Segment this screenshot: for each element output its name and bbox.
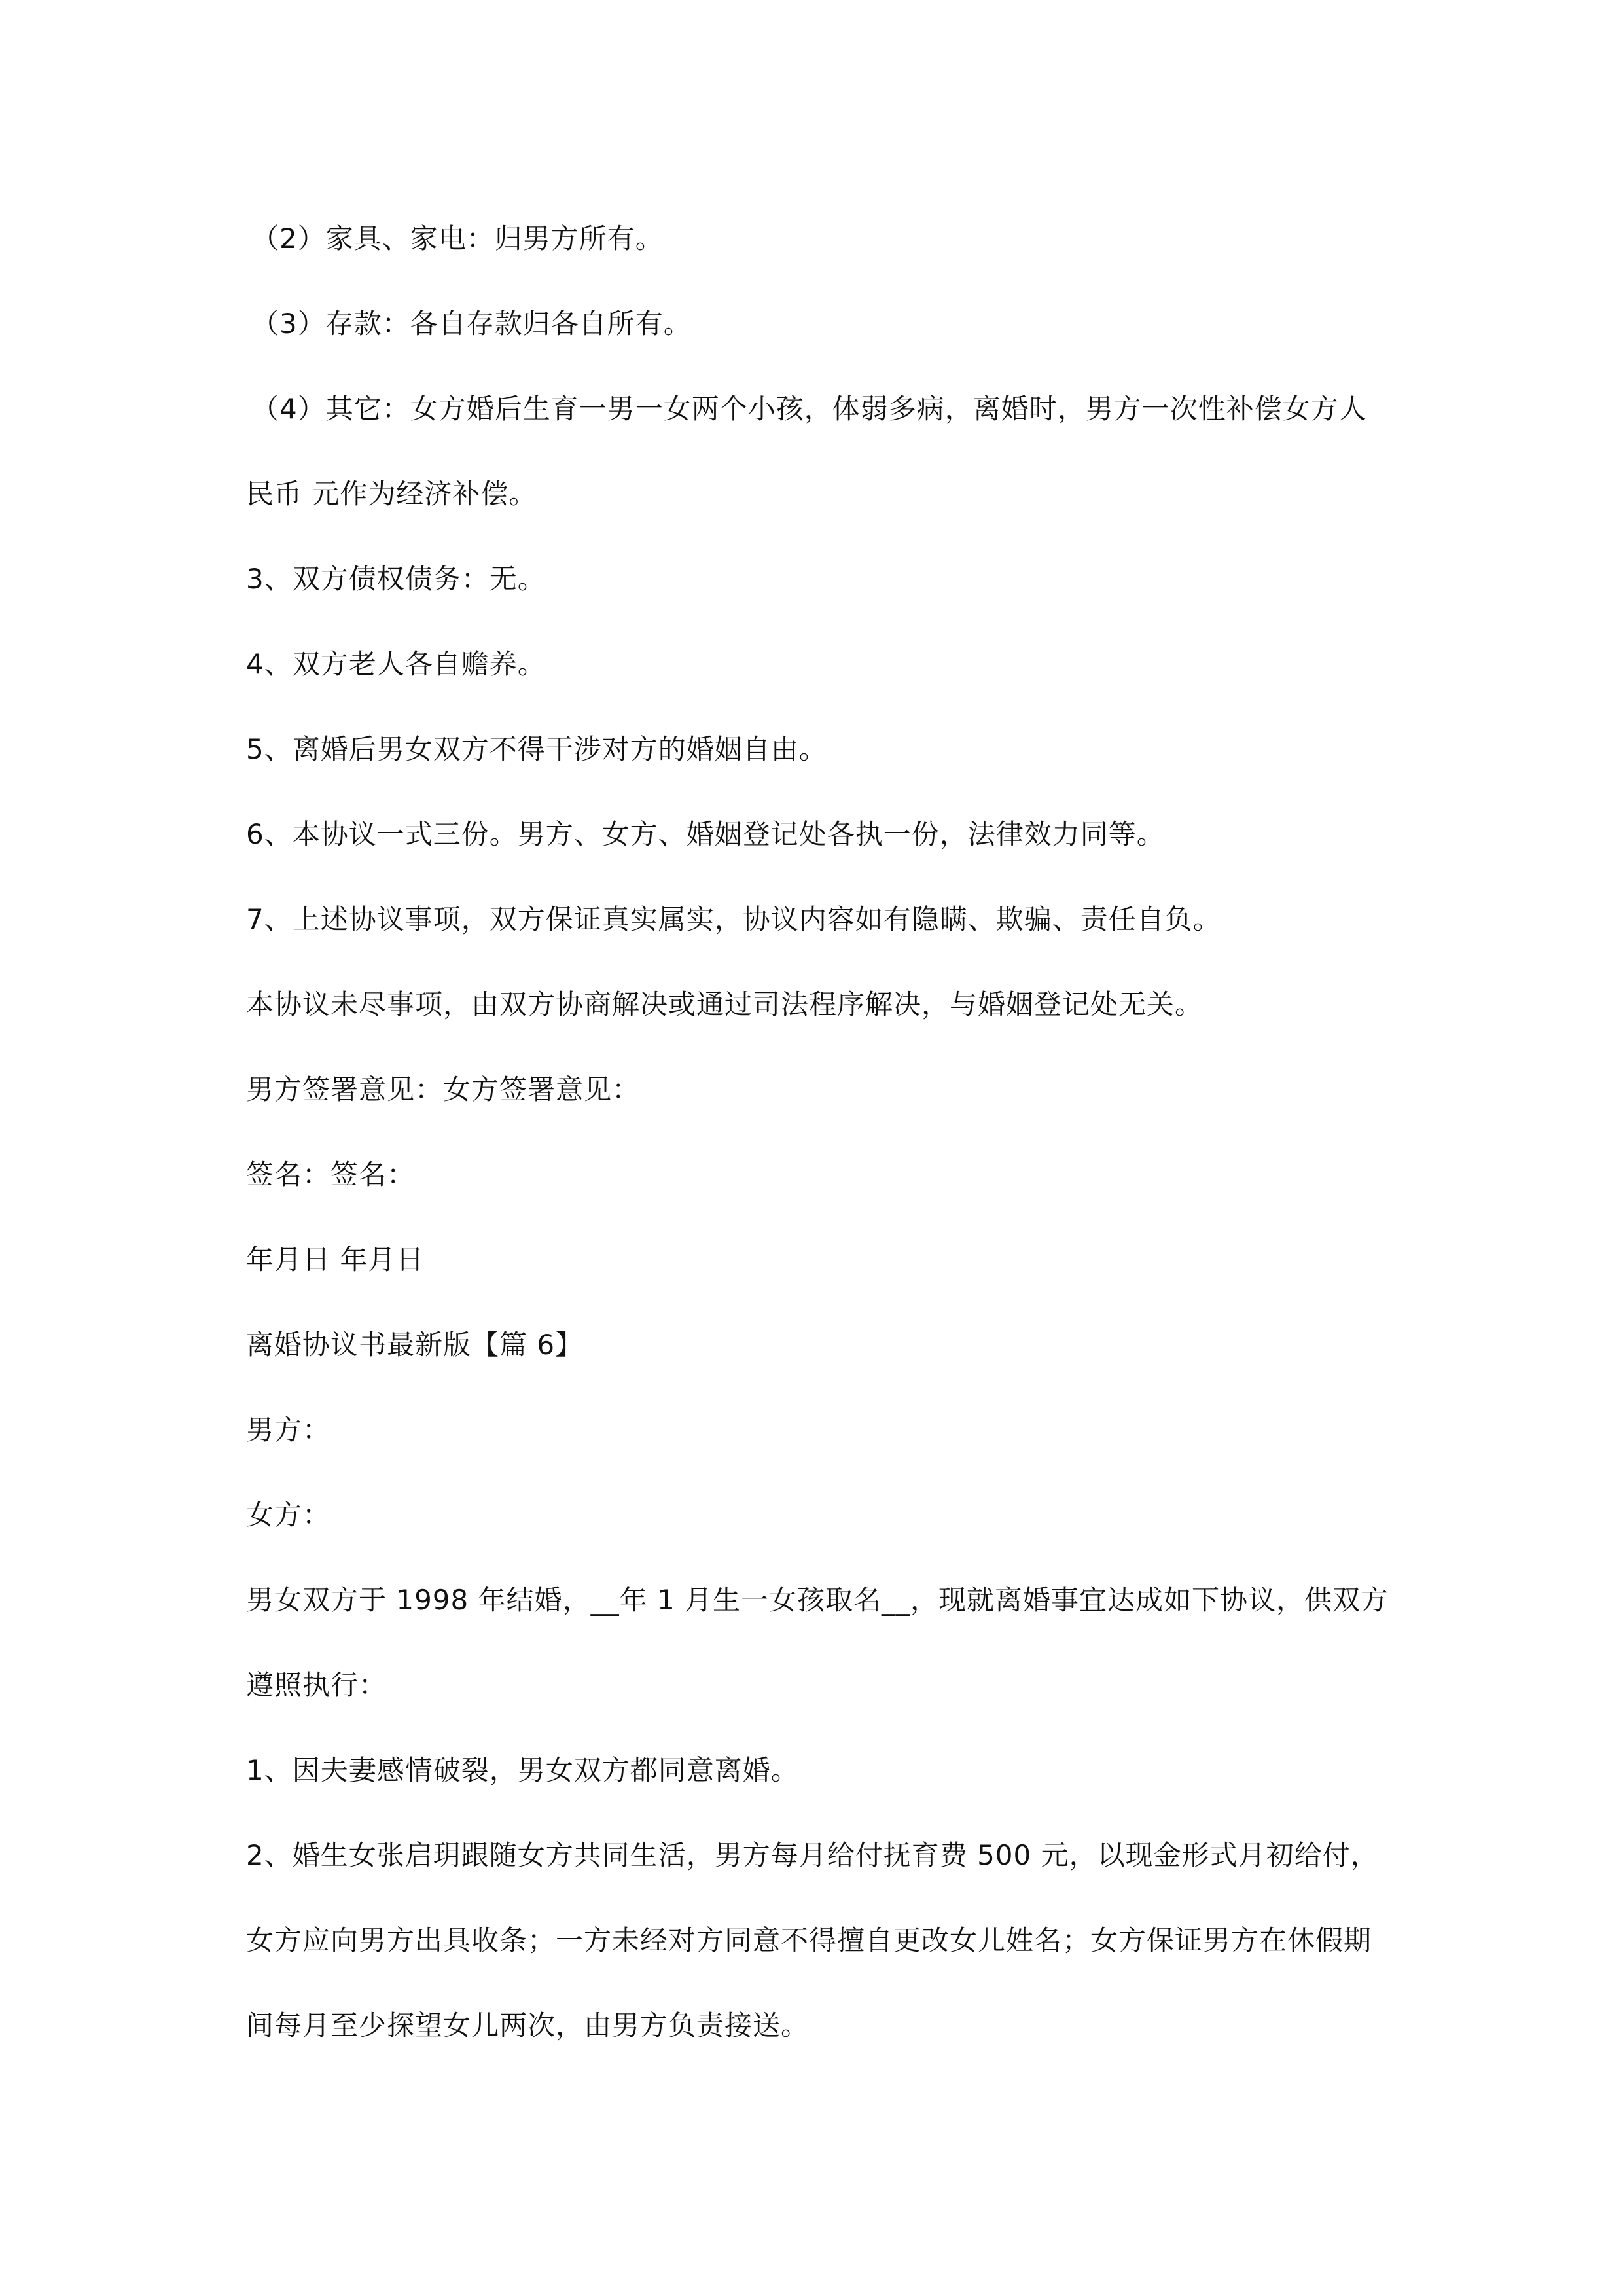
signature-dates: 年月日 年月日 — [246, 1244, 425, 1276]
clause-3-debts: 3、双方债权债务：无。 — [246, 563, 546, 595]
item-furniture-appliances: （2）家具、家电：归男方所有。 — [251, 223, 664, 255]
clause-7-guarantee: 7、上述协议事项，双方保证真实属实，协议内容如有隐瞒、欺骗、责任自负。 — [246, 903, 1221, 935]
party-male: 男方： — [246, 1414, 331, 1446]
clause-6-copies: 6、本协议一式三份。男方、女方、婚姻登记处各执一份，法律效力同等。 — [246, 818, 1165, 850]
intro-paragraph-continued: 遵照执行： — [246, 1669, 387, 1701]
intro-paragraph: 男女双方于 1998 年结婚，__年 1 月生一女孩取名__，现就离婚事宜达成如下协议，供双方 — [246, 1584, 1389, 1616]
unresolved-matters: 本协议未尽事项，由双方协商解决或通过司法程序解决，与婚姻登记处无关。 — [246, 988, 1204, 1020]
clause-2-custody-line-3: 间每月至少探望女儿两次，由男方负责接送。 — [246, 2009, 810, 2041]
section-title: 离婚协议书最新版【篇 6】 — [246, 1329, 584, 1361]
item-savings: （3）存款：各自存款归各自所有。 — [251, 308, 692, 340]
signature-opinions: 男方签署意见：女方签署意见： — [246, 1073, 641, 1105]
clause-2-custody: 2、婚生女张启玥跟随女方共同生活，男方每月给付抚育费 500 元，以现金形式月初给付， — [246, 1839, 1379, 1871]
party-female: 女方： — [246, 1499, 331, 1531]
clause-1-divorce: 1、因夫妻感情破裂，男女双方都同意离婚。 — [246, 1754, 799, 1786]
clause-4-elders: 4、双方老人各自赡养。 — [246, 648, 546, 680]
item-other: （4）其它：女方婚后生育一男一女两个小孩，体弱多病，离婚时，男方一次性补偿女方人 — [251, 393, 1367, 425]
clause-2-custody-line-2: 女方应向男方出具收条；一方未经对方同意不得擅自更改女儿姓名；女方保证男方在休假期 — [246, 1924, 1372, 1956]
clause-5-freedom: 5、离婚后男女双方不得干涉对方的婚姻自由。 — [246, 733, 827, 765]
item-other-continued: 民币 元作为经济补偿。 — [246, 478, 537, 510]
signature-names: 签名：签名： — [246, 1158, 416, 1191]
